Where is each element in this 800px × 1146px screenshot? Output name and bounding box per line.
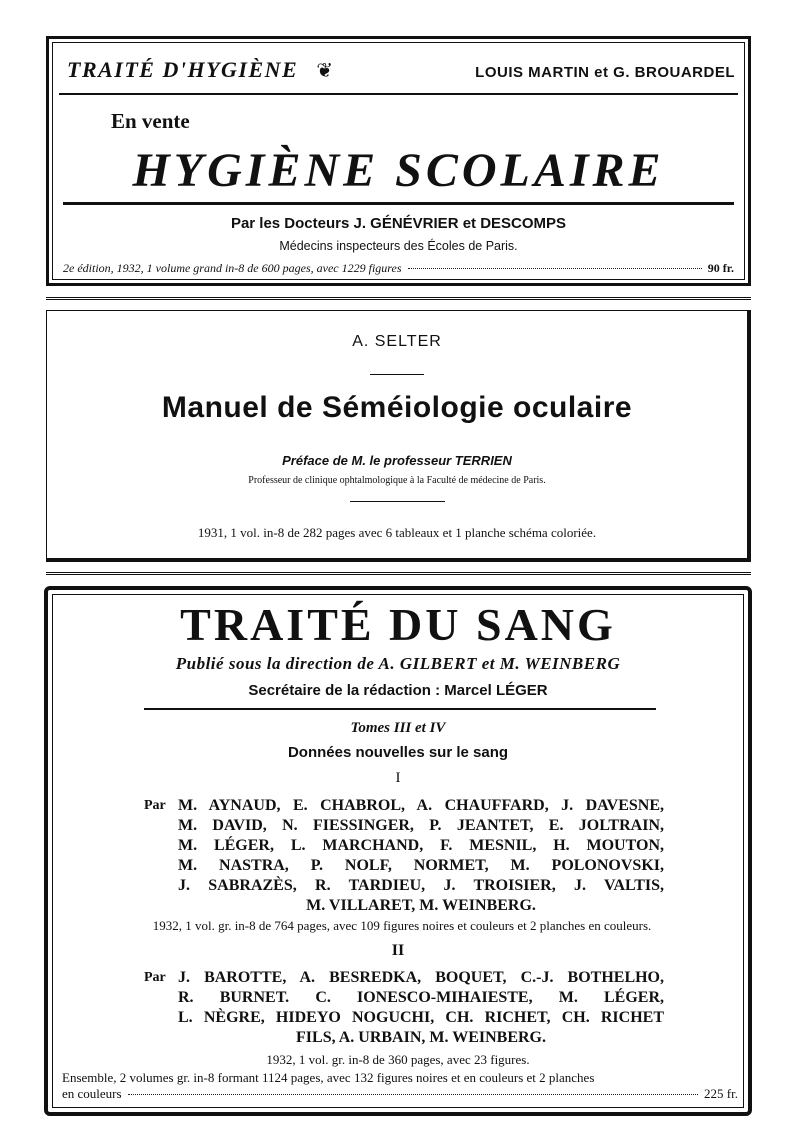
author-line: M. NASTRA, P. NOLF, NORMET, M. POLONOVSKI, (178, 857, 664, 874)
book-title: TRAITÉ DU SANG (180, 599, 616, 650)
ad-traite-du-sang (44, 586, 752, 1116)
ensemble-continuation: en couleurs (62, 1086, 122, 1101)
ensemble-line-2 (62, 1086, 738, 1102)
book-title: HYGIÈNE SCOLAIRE (132, 144, 665, 197)
secretary-line: Secrétaire de la rédaction : Marcel LÉGER (248, 682, 548, 699)
section-divider (46, 297, 751, 301)
header-rule (144, 708, 656, 710)
title-rule (63, 202, 734, 205)
series-header (67, 57, 735, 87)
preface-affiliation: Professeur de clinique ophtalmologique à la Faculté de médecine de Paris. (248, 475, 546, 486)
ad-semeiologie-oculaire (46, 310, 751, 562)
author-line: J. SABRAZÈS, R. TARDIEU, J. TROISIER, J. VALTIS, (178, 877, 664, 894)
series-title: TRAITÉ D'HYGIÈNE (67, 57, 299, 82)
author-line: FILS, A. URBAIN, M. WEINBERG. (296, 1029, 546, 1046)
volume-1-authors (144, 796, 664, 916)
by-prefix: Par (144, 970, 166, 985)
author-line: L. NÈGRE, HIDEYO NOGUCHI, CH. RICHET, CH. RICHET (178, 1009, 664, 1026)
volume-1-details: 1932, 1 vol. gr. in-8 de 764 pages, avec 109 figures noires et couleurs et 2 planches en couleurs. (152, 918, 652, 933)
availability-label: En vente (111, 109, 190, 133)
ensemble-line-1: Ensemble, 2 volumes gr. in-8 formant 1124 pages, avec 132 figures noires et en couleurs et 2 planches (62, 1070, 595, 1085)
author-rule (370, 374, 424, 375)
ad-hygiene-scolaire (46, 36, 751, 286)
author-line: M. VILLARET, M. WEINBERG. (306, 897, 536, 914)
edition-details: 2e édition, 1932, 1 volume grand in-8 de 600 pages, avec 1229 figures (63, 261, 402, 275)
author-line: J. BAROTTE, A. BESREDKA, BOQUET, C.-J. BOTHELHO, (178, 969, 664, 986)
section-divider (46, 572, 751, 576)
dot-leader (408, 268, 702, 269)
ornament-icon: ❦ (316, 58, 333, 82)
price: 90 fr. (707, 261, 734, 275)
author-line: M. DAVID, N. FIESSINGER, P. JEANTET, E. JOLTRAIN, (178, 817, 664, 834)
subtitle: Données nouvelles sur le sang (287, 744, 509, 761)
by-prefix: Par (144, 798, 166, 813)
volume-2-numeral: II (391, 942, 405, 959)
series-authors: LOUIS MARTIN et G. BROUARDEL (475, 64, 735, 81)
author-line: M. AYNAUD, E. CHABROL, A. CHAUFFARD, J. DAVESNE, (178, 797, 664, 814)
volume-2-details: 1932, 1 vol. gr. in-8 de 360 pages, avec 23 figures. (266, 1052, 530, 1067)
price: 225 fr. (704, 1086, 738, 1101)
author-line: M. LÉGER, L. MARCHAND, F. MESNIL, H. MOUTON, (178, 837, 664, 854)
volume-2-authors (144, 968, 664, 1048)
book-title: Manuel de Séméiologie oculaire (161, 391, 633, 424)
author-line: R. BURNET. C. IONESCO-MIHAIESTE, M. LÉGER, (178, 989, 664, 1006)
book-byline: Par les Docteurs J. GÉNÉVRIER et DESCOMPS (230, 215, 567, 232)
header-rule (59, 93, 738, 95)
tomes-label: Tomes III et IV (350, 720, 446, 736)
book-details: 1931, 1 vol. in-8 de 282 pages avec 6 tableaux et 1 planche schéma coloriée. (197, 525, 597, 540)
details-rule (350, 501, 445, 502)
direction-line: Publié sous la direction de A. GILBERT et M. WEINBERG (175, 654, 621, 673)
volume-1-numeral: I (395, 770, 401, 786)
edition-line (63, 261, 734, 276)
preface-line: Préface de M. le professeur TERRIEN (282, 453, 512, 468)
author-affiliation: Médecins inspecteurs des Écoles de Paris. (279, 239, 518, 253)
dot-leader (128, 1094, 698, 1095)
book-author: A. SELTER (352, 333, 442, 350)
